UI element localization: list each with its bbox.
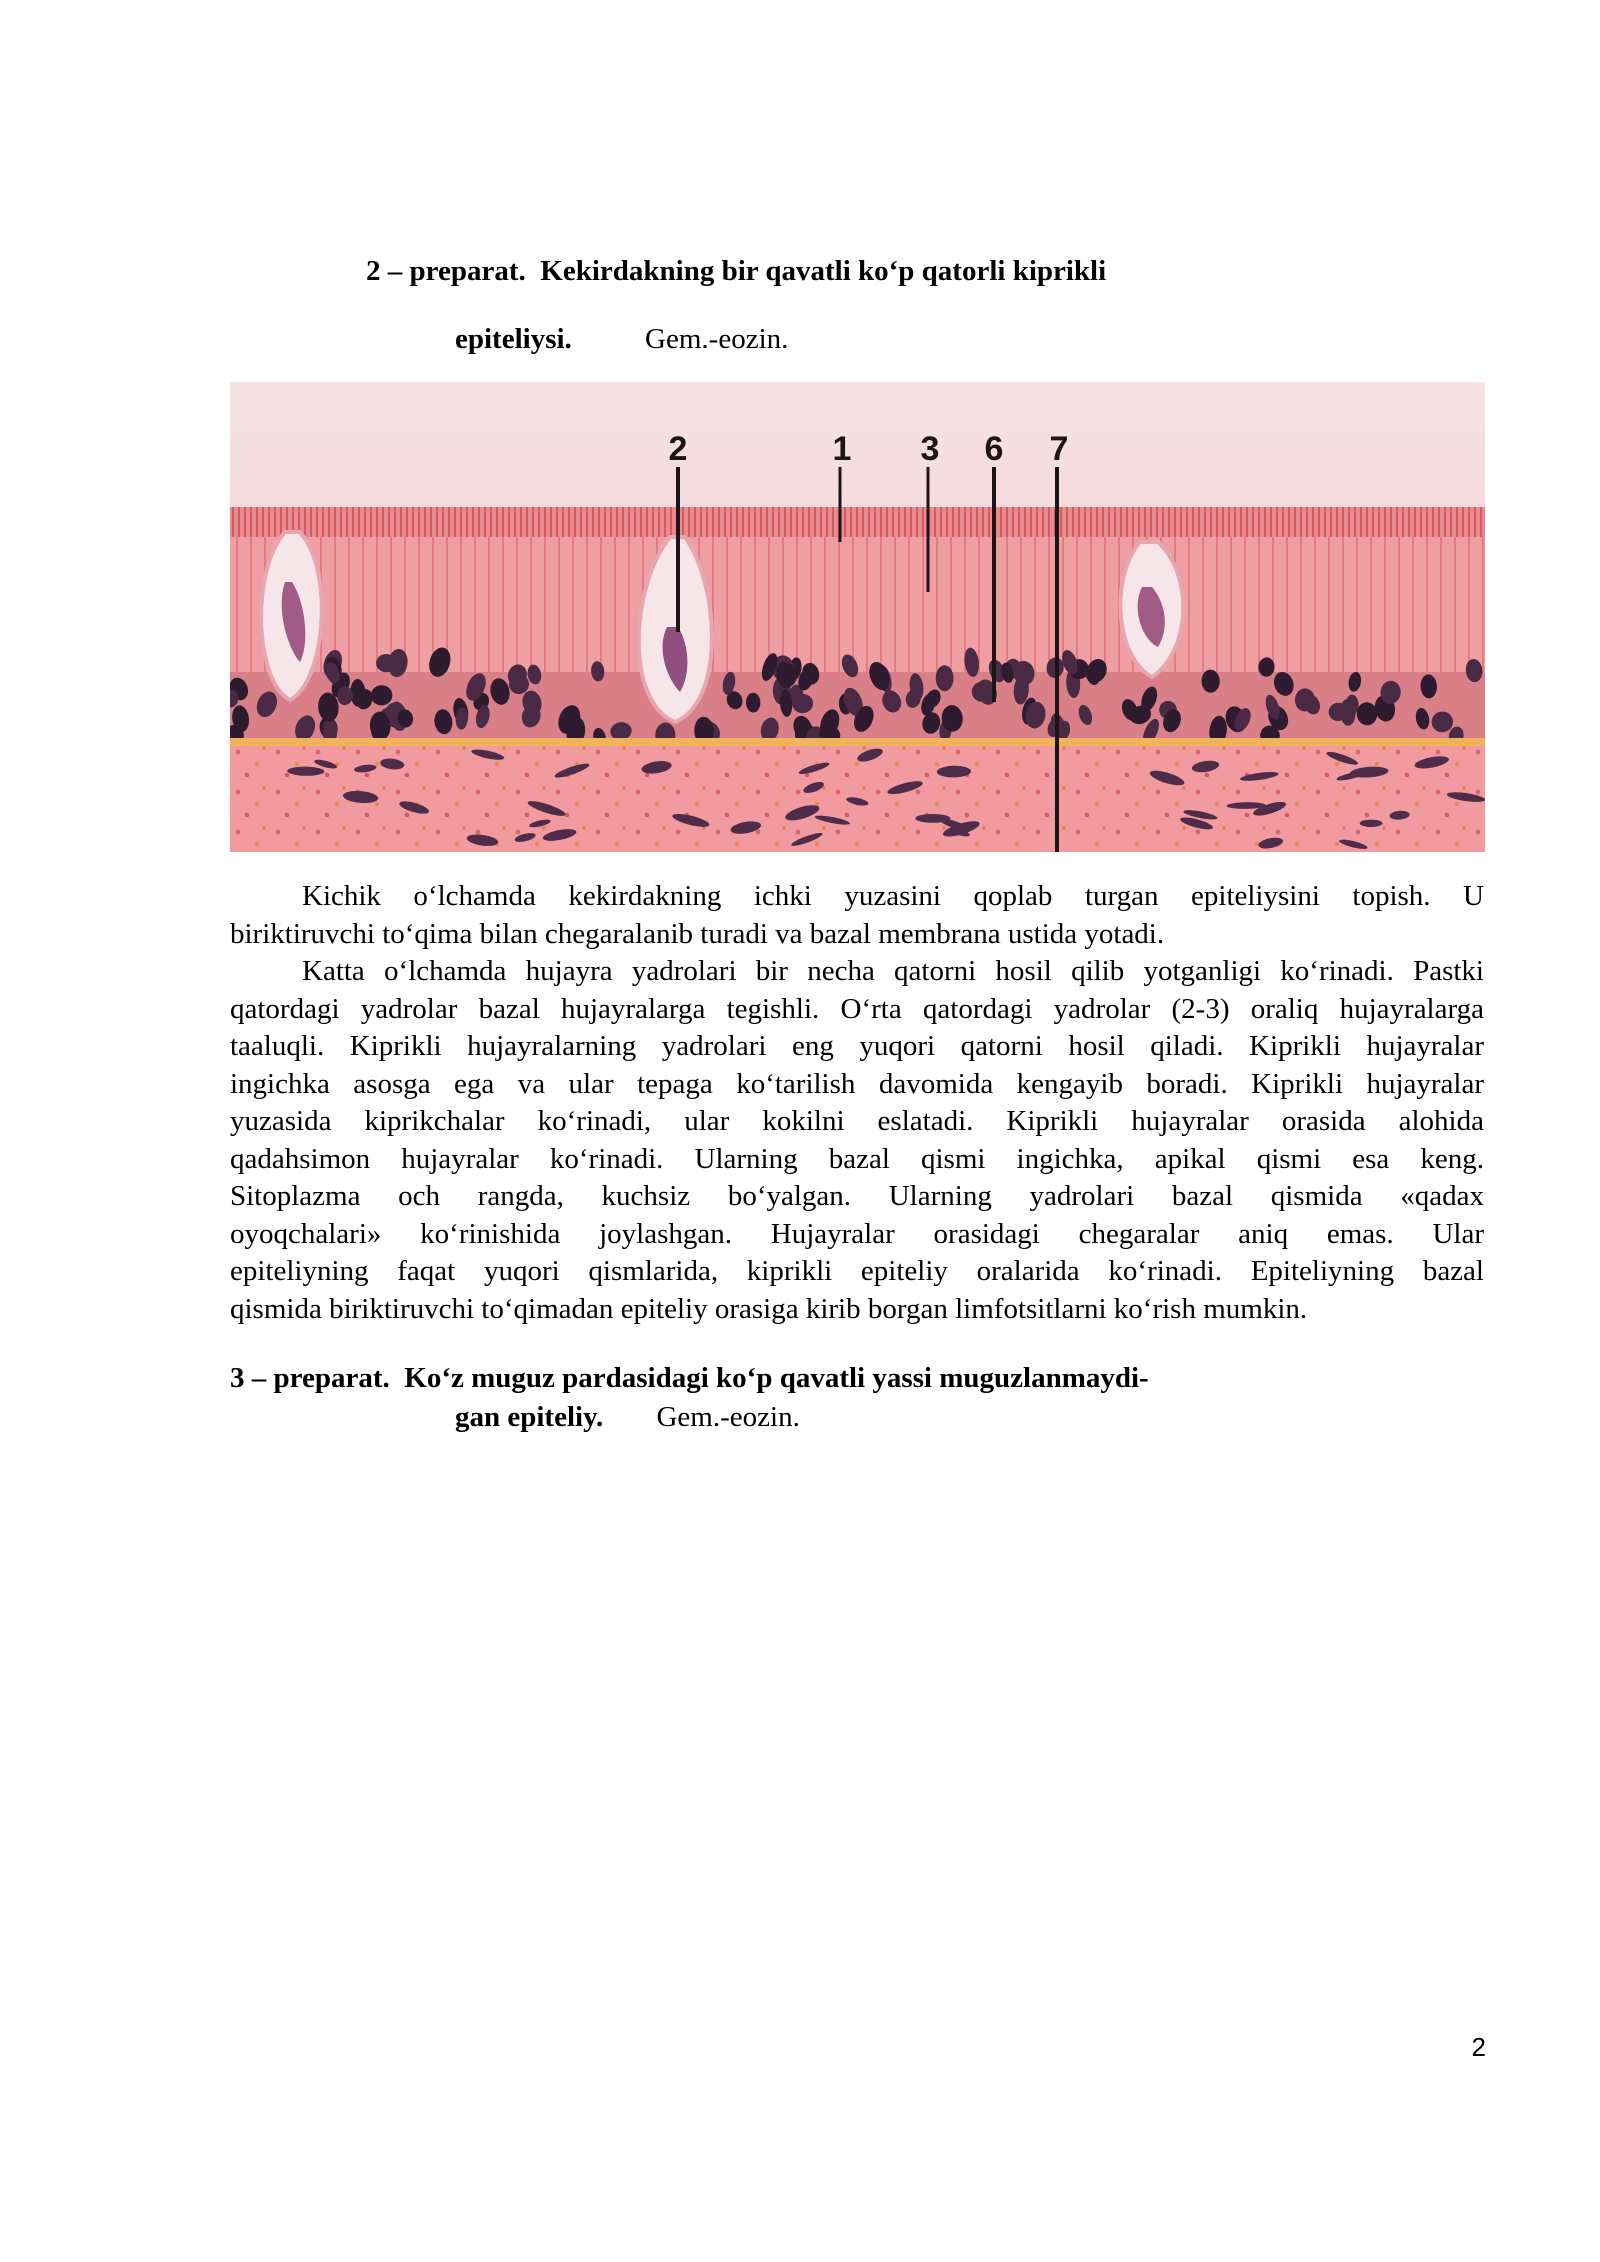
paragraph-line: oyoqchalari» ko‘rinishida joylashgan. Hujayralar orasidagi chegaralar aniq emas. Ular bbox=[230, 1217, 1484, 1250]
heading-title-cont: gan epiteliy. bbox=[455, 1401, 604, 1433]
paragraph-line: ingichka asosga ega va ular tepaga ko‘tarilish davomida kengayib boradi. Kiprikli hujayralar bbox=[230, 1067, 1484, 1100]
paragraph-2 bbox=[230, 953, 1484, 1328]
histology-figure bbox=[230, 382, 1485, 852]
section-heading-3 bbox=[230, 1362, 1149, 1395]
paragraph-line: Katta o‘lchamda hujayra yadrolari bir necha qatorni hosil qilib yotganligi ko‘rinadi. Pastki bbox=[302, 955, 1484, 987]
heading-title-cont: epiteliysi. bbox=[455, 323, 572, 355]
heading-title: Kekirdakning bir qavatli ko‘p qatorli kiprikli bbox=[540, 255, 1107, 287]
section-heading-2 bbox=[366, 255, 1106, 288]
paragraph-line: yuzasida kiprikchalar ko‘rinadi, ular kokilni eslatadi. Kiprikli hujayralar orasida alohida bbox=[230, 1105, 1484, 1137]
heading-number: 3 – preparat. bbox=[230, 1362, 390, 1394]
figure-label-2: 2 bbox=[668, 430, 688, 468]
columnar-cells bbox=[230, 537, 1485, 687]
figure-label-7: 7 bbox=[1049, 430, 1069, 468]
paragraph-line: qatordagi yadrolar bazal hujayralarga tegishli. O‘rta qatordagi yadrolar (2-3) oraliq hujayralarga bbox=[230, 992, 1484, 1025]
section-heading-3-line2 bbox=[455, 1401, 800, 1434]
paragraph-line: Kichik o‘lchamda kekirdakning ichki yuzasini qoplab turgan epiteliysini topish. U bbox=[302, 880, 1484, 912]
paragraph-1 bbox=[230, 878, 1484, 953]
heading-title: Ko‘z muguz pardasidagi ko‘p qavatli yassi muguzlanmaydi- bbox=[404, 1362, 1149, 1394]
epithelium-illustration bbox=[230, 382, 1485, 852]
paragraph-line: qismida biriktiruvchi to‘qimadan epiteliy orasiga kirib borgan limfotsitlarni ko‘rish mumkin. bbox=[230, 1292, 1308, 1325]
fibroblast-nucleus bbox=[915, 814, 950, 823]
section-heading-2-line2 bbox=[455, 323, 788, 356]
fibroblast-nucleus bbox=[1360, 820, 1383, 827]
paragraph-line: taaluqli. Kiprikli hujayralarning yadrolari eng yuqori qatorni hosil qiladi. Kiprikli hujayralar bbox=[230, 1030, 1484, 1062]
basement-membrane bbox=[230, 738, 1485, 746]
paragraph-line: Sitoplazma och rangda, kuchsiz bo‘yalgan. Ularning yadrolari bazal qismida «qadax bbox=[230, 1180, 1484, 1212]
stain-label: Gem.-eozin. bbox=[656, 1401, 800, 1433]
cilia-layer bbox=[230, 507, 1485, 537]
heading-number: 2 – preparat. bbox=[366, 255, 526, 287]
paragraph-line: biriktiruvchi to‘qima bilan chegaralanib turadi va bazal membrana ustida yotadi. bbox=[230, 917, 1165, 950]
figure-label-3: 3 bbox=[920, 430, 940, 468]
paragraph-line: qadahsimon hujayralar ko‘rinadi. Ularning bazal qismi ingichka, apikal qismi esa keng. bbox=[230, 1142, 1484, 1175]
paragraph-line: epiteliyning faqat yuqori qismlarida, kiprikli epiteliy oralarida ko‘rinadi. Epiteliyning bazal bbox=[230, 1255, 1484, 1287]
figure-label-6: 6 bbox=[984, 430, 1004, 468]
figure-label-1: 1 bbox=[832, 430, 852, 468]
stain-label: Gem.-eozin. bbox=[645, 323, 789, 355]
nucleus bbox=[936, 665, 954, 691]
page-number: 2 bbox=[1471, 2032, 1486, 2062]
